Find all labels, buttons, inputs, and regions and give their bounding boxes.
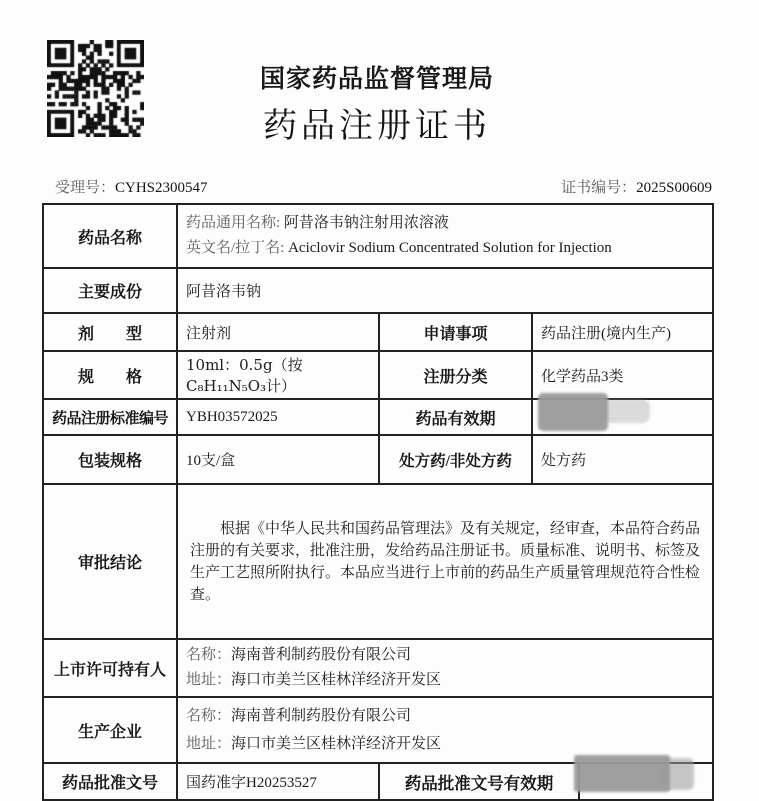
rx-type-label: 处方药/非处方药 — [379, 435, 532, 484]
standard-no-label: 药品注册标准编号 — [43, 399, 177, 435]
main-ingredient-value: 阿昔洛韦钠 — [177, 268, 713, 313]
certificate-number — [561, 176, 712, 197]
main-ingredient-label: 主要成份 — [43, 268, 177, 313]
approval-conclusion-label: 审批结论 — [43, 484, 177, 639]
generic-name-sublabel: 药品通用名称: — [186, 215, 284, 231]
manufacturer-address-line — [186, 730, 704, 758]
certificate-number-label: 证书编号： — [561, 180, 637, 196]
approval-conclusion-cell — [177, 484, 713, 639]
english-name-line — [186, 236, 704, 261]
specification-label: 规 格 — [43, 351, 177, 399]
redaction-smudge-approval-validity — [574, 755, 670, 792]
license-holder-address-sublabel: 地址： — [186, 672, 232, 688]
specification-value: 10ml：0.5g（按C₈H₁₁N₅O₃计） — [177, 351, 379, 399]
redaction-smudge-approval-validity-fringe — [662, 758, 694, 790]
generic-name-line — [186, 211, 704, 236]
application-item-label: 申请事项 — [379, 313, 532, 351]
license-holder-cell — [177, 639, 713, 697]
english-name-sublabel: 英文名/拉丁名: — [186, 240, 289, 256]
redaction-smudge-drug-validity — [538, 393, 608, 431]
certificate-number-value: 2025S00609 — [636, 180, 712, 196]
manufacturer-address-sublabel: 地址： — [186, 736, 232, 752]
license-holder-address-line — [186, 668, 704, 693]
manufacturer-label: 生产企业 — [43, 697, 177, 763]
drug-validity-label: 药品有效期 — [379, 399, 532, 435]
license-holder-address-value: 海口市美兰区桂林洋经济开发区 — [231, 672, 442, 688]
acceptance-number — [55, 176, 208, 197]
approval-no-label: 药品批准文号 — [43, 763, 177, 800]
license-holder-name-line — [186, 643, 704, 668]
english-name-value: Aciclovir Sodium Concentrated Solution for Injection — [288, 240, 612, 256]
package-spec-label: 包装规格 — [43, 435, 177, 484]
table-row-specification — [43, 351, 713, 399]
drug-name-label: 药品名称 — [43, 204, 177, 268]
application-item-value: 药品注册(境内生产) — [532, 313, 713, 351]
registration-class-value: 化学药品3类 — [532, 351, 713, 399]
dosage-form-value: 注射剂 — [177, 313, 379, 351]
table-row-main-ingredient — [43, 268, 713, 313]
rx-type-value: 处方药 — [532, 435, 713, 484]
certificate-table — [42, 203, 714, 801]
generic-name-value: 阿昔洛韦钠注射用浓溶液 — [283, 215, 449, 231]
approval-no-value: 国药准字H20253527 — [177, 763, 379, 800]
manufacturer-address-value: 海口市美兰区桂林洋经济开发区 — [231, 736, 442, 752]
table-row-drug-name — [43, 204, 713, 268]
package-spec-value: 10支/盒 — [177, 435, 379, 484]
acceptance-number-label: 受理号： — [55, 180, 116, 196]
drug-name-cell — [177, 204, 713, 268]
license-holder-name-sublabel: 名称： — [186, 647, 232, 663]
manufacturer-name-line — [186, 702, 704, 730]
table-row-license-holder — [43, 639, 713, 697]
license-holder-label: 上市许可持有人 — [43, 639, 177, 697]
redaction-smudge-drug-validity-fringe — [602, 399, 650, 423]
document-header — [42, 62, 712, 150]
license-holder-name-value: 海南普利制药股份有限公司 — [231, 647, 412, 663]
approval-conclusion-text: 根据《中华人民共和国药品管理法》及有关规定，经审查，本品符合药品注册的有关要求，批准注册，发给药品注册证书。质量标准、说明书、标签及生产工艺照所附执行。本品应当进行上市前的药品生产质量管理规范符合性检查。 — [190, 520, 701, 603]
manufacturer-name-value: 海南普利制药股份有限公司 — [231, 708, 412, 724]
meta-row — [55, 176, 712, 198]
registration-class-label: 注册分类 — [379, 351, 532, 399]
table-row-dosage-form — [43, 313, 713, 351]
dosage-form-label: 剂 型 — [43, 313, 177, 351]
standard-no-value: YBH03572025 — [177, 399, 379, 435]
table-row-package-spec — [43, 435, 713, 484]
issuing-authority-title: 国家药品监督管理局 — [259, 65, 494, 93]
table-row-manufacturer — [43, 697, 713, 763]
document-title: 药品注册证书 — [263, 108, 491, 145]
approval-no-validity-label: 药品批准文号有效期 — [379, 763, 579, 800]
acceptance-number-value: CYHS2300547 — [115, 180, 208, 196]
manufacturer-name-sublabel: 名称： — [186, 708, 232, 724]
table-row-approval-conclusion — [43, 484, 713, 639]
manufacturer-cell — [177, 697, 713, 763]
